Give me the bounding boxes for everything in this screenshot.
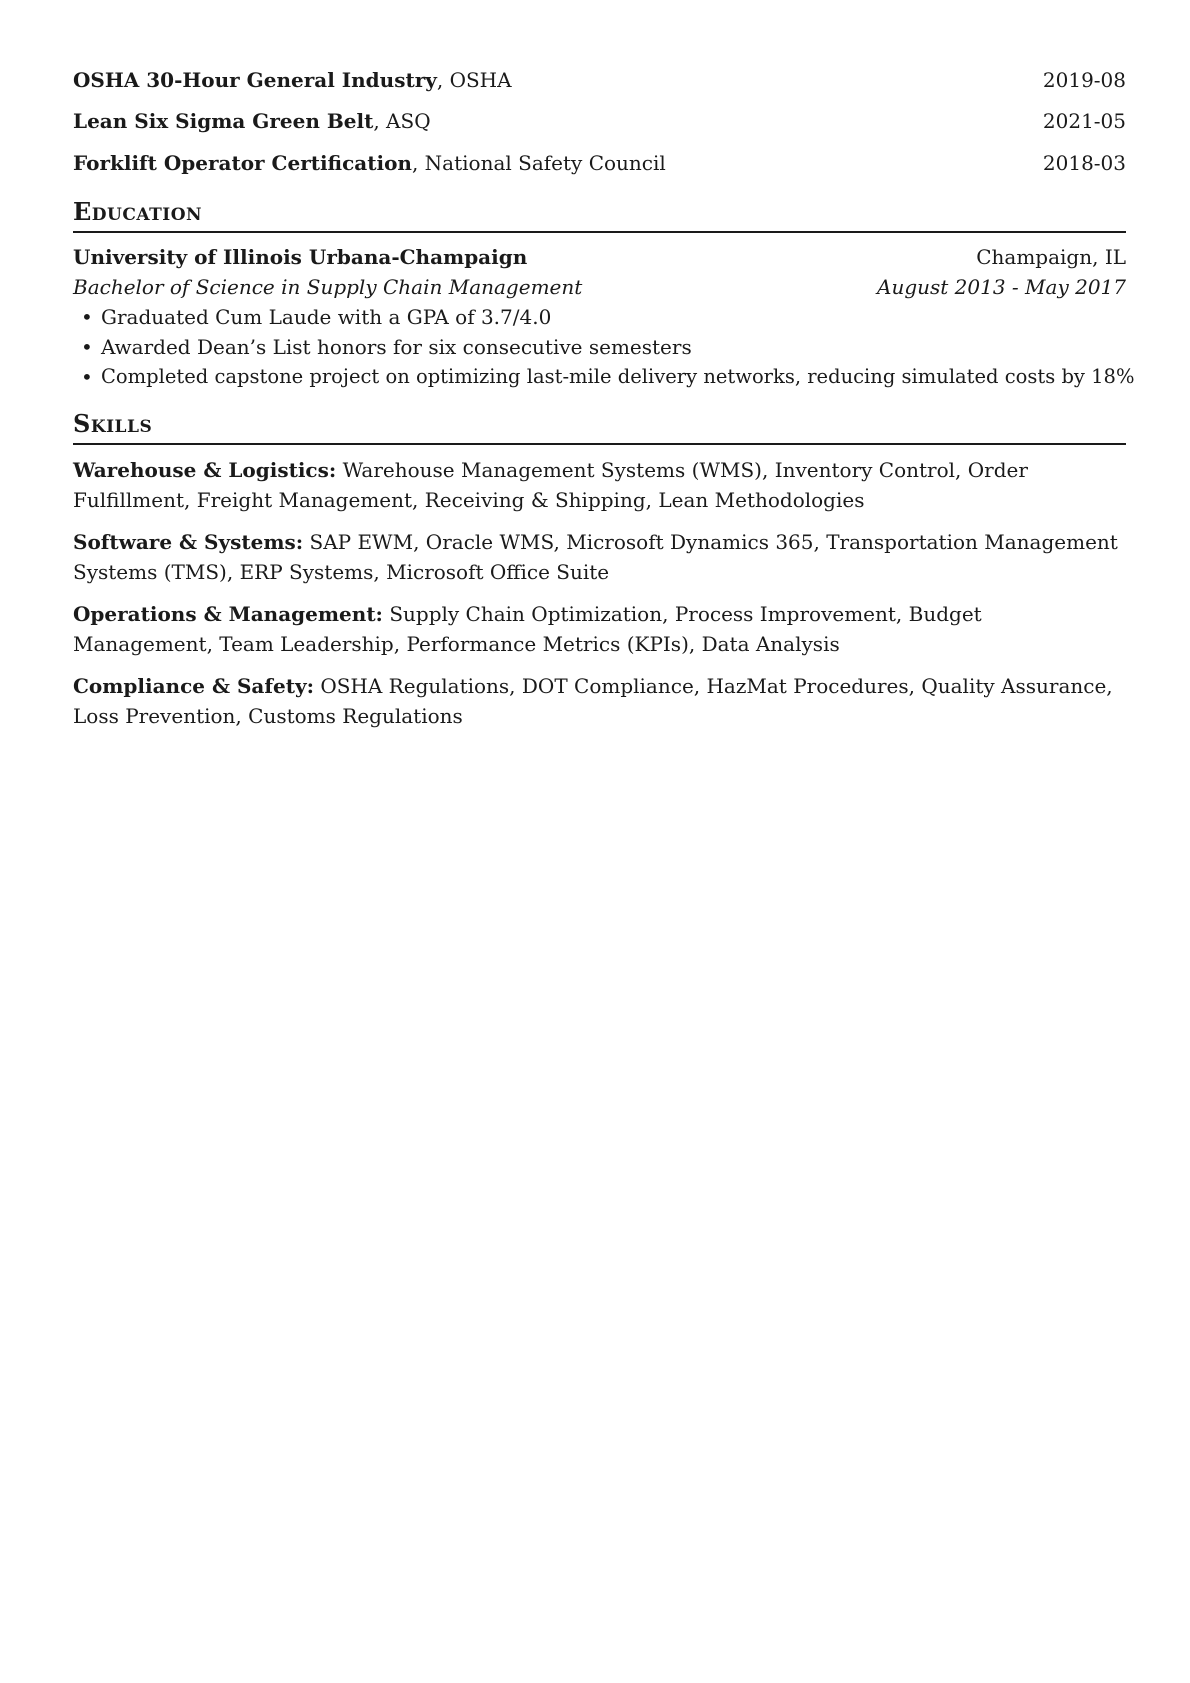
skill-group [73, 599, 1126, 659]
skill-text: OSHA Regulations, DOT Compliance, HazMat Procedures, Quality Assurance, Loss Prevention, Customs Regulations [73, 674, 1113, 728]
skill-text: Warehouse Management Systems (WMS), Inventory Control, Order Fulfillment, Freight Management, Receiving & Shipping, Lean Methodologies [73, 458, 1028, 512]
certification-name: OSHA 30-Hour General Industry [73, 68, 437, 92]
skill-group [73, 671, 1126, 731]
certification-date: 2019-08 [1042, 68, 1126, 92]
certification-issuer: , National Safety Council [411, 151, 666, 175]
section-divider [73, 231, 1126, 233]
bullet-text: Awarded Dean’s List honors for six consecutive semesters [101, 335, 692, 359]
certification-row [73, 106, 1126, 136]
skill-group [73, 527, 1126, 587]
section-title-skills: Skills [73, 409, 153, 438]
bullet-symbol: • [81, 365, 93, 389]
degree-name: Bachelor of Science in Supply Chain Management [73, 275, 583, 299]
skill-label: Operations & Management: [73, 602, 383, 626]
certification-row [73, 65, 1126, 95]
certification-name: Forklift Operator Certification [73, 151, 412, 175]
skill-label: Compliance & Safety: [73, 674, 314, 698]
skill-group [73, 455, 1126, 515]
certification-issuer: , ASQ [373, 109, 431, 133]
certification-date: 2021-05 [1042, 109, 1126, 133]
skill-label: Software & Systems: [73, 530, 304, 554]
skill-text: SAP EWM, Oracle WMS, Microsoft Dynamics 365, Transportation Management Systems (TMS), ERP Systems, Microsoft Office Suite [73, 530, 1118, 584]
bullet-text: Completed capstone project on optimizing last-mile delivery networks, reducing simulated costs by 18% [101, 365, 1135, 388]
skill-label: Warehouse & Logistics: [73, 458, 337, 482]
certification-row [73, 148, 1126, 178]
education-school-row [73, 242, 1126, 272]
school-location: Champaign, IL [976, 245, 1126, 269]
skill-text: Supply Chain Optimization, Process Improvement, Budget Management, Team Leadership, Performance Metrics (KPIs), Data Analysis [73, 602, 982, 656]
education-degree-row [73, 272, 1126, 302]
degree-dates: August 2013 - May 2017 [877, 275, 1126, 299]
bullet-text: Graduated Cum Laude with a GPA of 3.7/4.0 [101, 305, 552, 329]
certification-name: Lean Six Sigma Green Belt [73, 109, 374, 133]
bullet-symbol: • [81, 335, 93, 359]
section-divider [73, 443, 1126, 445]
certification-date: 2018-03 [1042, 151, 1126, 175]
certification-issuer: , OSHA [436, 68, 512, 92]
school-name: University of Illinois Urbana-Champaign [73, 245, 528, 269]
bullet-symbol: • [81, 305, 93, 329]
section-title-education: Education [73, 197, 203, 226]
